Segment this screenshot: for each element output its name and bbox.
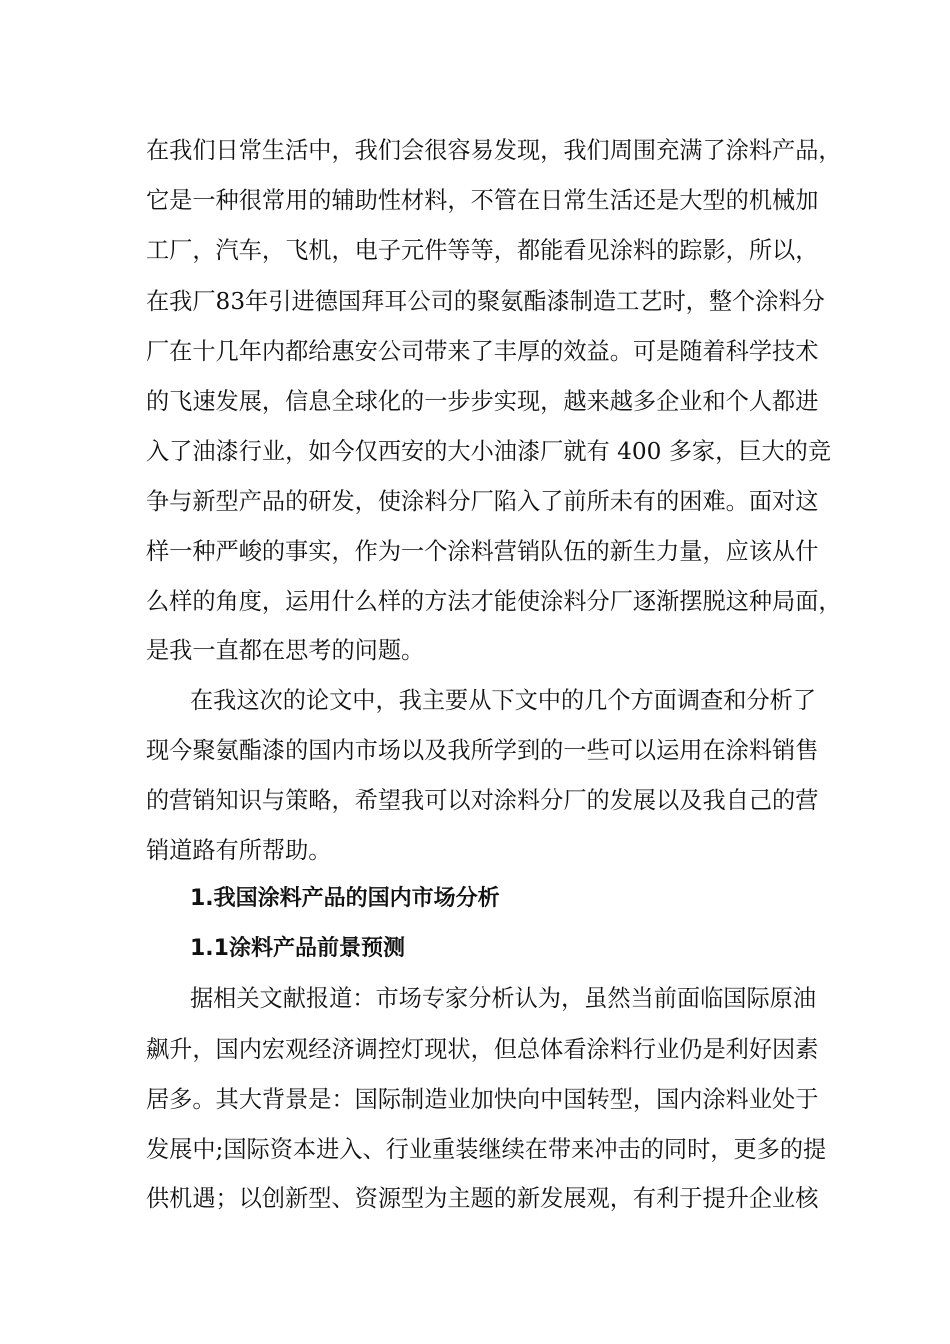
- paragraph-3-line: 据相关文献报道：市场专家分析认为，虽然当前面临国际原油: [190, 985, 817, 1012]
- paragraph-1-line: 它是一种很常用的辅助性材料，不管在日常生活还是大型的机械加: [146, 187, 819, 214]
- paragraph-2-line: 现今聚氨酯漆的国内市场以及我所学到的一些可以运用在涂料销售: [146, 737, 819, 764]
- paragraph-1-line: 样一种严峻的事实，作为一个涂料营销队伍的新生力量，应该从什: [146, 538, 819, 565]
- paragraph-2-line: 在我这次的论文中，我主要从下文中的几个方面调查和分析了: [190, 687, 817, 714]
- paragraph-1-line: 争与新型产品的研发，使涂料分厂陷入了前所未有的困难。面对这: [146, 488, 819, 515]
- paragraph-3-line: 飙升，国内宏观经济调控灯现状，但总体看涂料行业仍是利好因素: [146, 1036, 819, 1063]
- paragraph-1-line: 是我一直都在思考的问题。: [146, 637, 425, 664]
- paragraph-3-line: 发展中;国际资本进入、行业重装继续在带来冲击的同时，更多的提: [146, 1136, 827, 1163]
- paragraph-1-line: 在我厂83年引进德国拜耳公司的聚氨酯漆制造工艺时，整个涂料分: [146, 288, 825, 315]
- paragraph-2-line: 销道路有所帮助。: [146, 837, 332, 864]
- subsection-heading: 1.1涂料产品前景预测: [190, 936, 405, 961]
- paragraph-3-line: 供机遇；以创新型、资源型为主题的新发展观，有利于提升企业核: [146, 1185, 819, 1212]
- paragraph-1-line: 的飞速发展，信息全球化的一步步实现，越来越多企业和个人都进: [146, 388, 819, 415]
- paragraph-2-line: 的营销知识与策略，希望我可以对涂料分厂的发展以及我自己的营: [146, 787, 819, 814]
- paragraph-1-line: 么样的角度，运用什么样的方法才能使涂料分厂逐渐摆脱这种局面，: [146, 588, 842, 615]
- section-heading: 1.我国涂料产品的国内市场分析: [190, 886, 500, 911]
- paragraph-1-line: 厂在十几年内都给惠安公司带来了丰厚的效益。可是随着科学技术: [146, 338, 819, 365]
- paragraph-3-line: 居多。其大背景是：国际制造业加快向中国转型，国内涂料业处于: [146, 1086, 819, 1113]
- paragraph-1-line: 入了油漆行业，如今仅西安的大小油漆厂就有 400 多家，巨大的竞: [146, 438, 832, 465]
- paragraph-1-line: 工厂，汽车，飞机，电子元件等等，都能看见涂料的踪影，所以，: [146, 237, 819, 264]
- paragraph-1-line: 在我们日常生活中，我们会很容易发现，我们周围充满了涂料产品，: [146, 137, 842, 164]
